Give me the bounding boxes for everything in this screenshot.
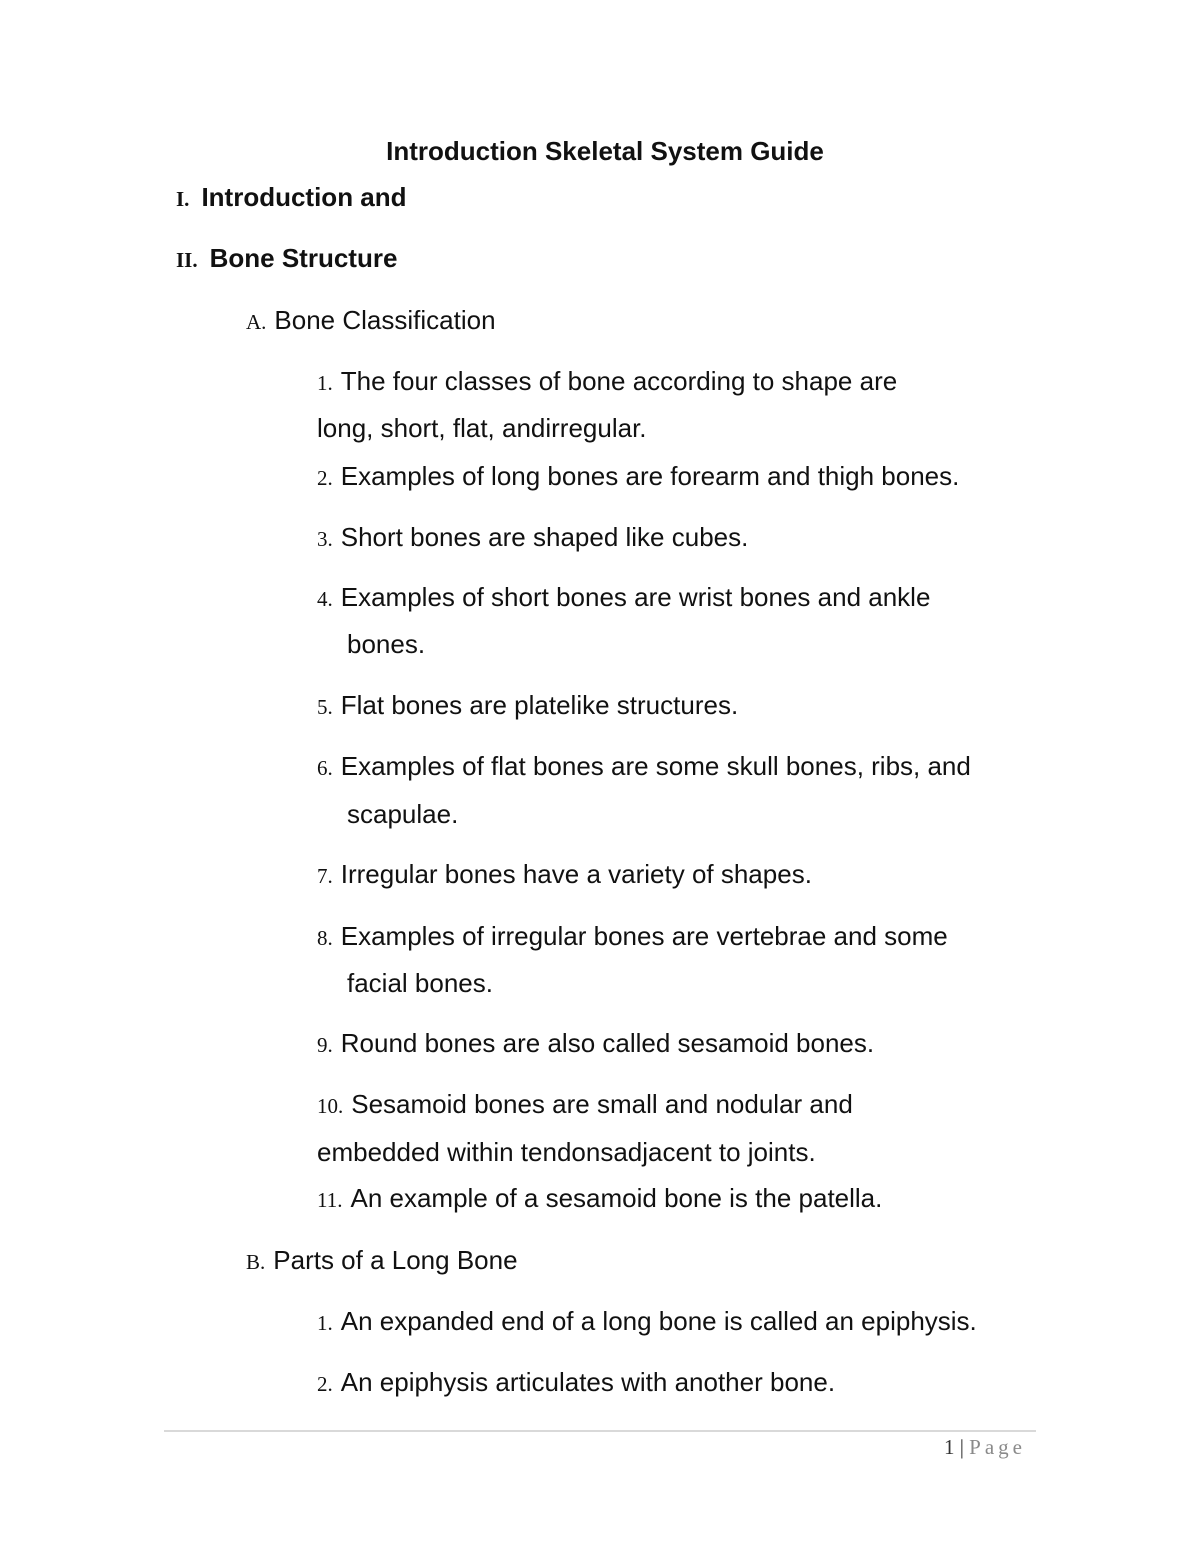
item-text: Examples of long bones are forearm and thigh bones. xyxy=(340,461,960,491)
item-number: 1. xyxy=(317,371,333,395)
section-introduction xyxy=(176,182,407,214)
list-item xyxy=(317,921,948,953)
section-number: II. xyxy=(176,248,198,272)
item-number: 6. xyxy=(317,756,333,780)
page-label: Page xyxy=(969,1435,1026,1459)
subsection-label: Parts of a Long Bone xyxy=(273,1245,518,1275)
item-number: 4. xyxy=(317,587,333,611)
page-title: Introduction Skeletal System Guide xyxy=(386,136,824,166)
item-text: Examples of flat bones are some skull bones, ribs, and xyxy=(340,751,971,781)
item-text: Irregular bones have a variety of shapes. xyxy=(340,859,812,889)
section-label: Bone Structure xyxy=(209,243,398,273)
list-item xyxy=(317,1028,874,1060)
list-item xyxy=(317,859,812,891)
section-bone-structure xyxy=(176,243,397,275)
item-number: 10. xyxy=(317,1094,344,1118)
list-item xyxy=(317,1367,835,1399)
subsection-bone-classification xyxy=(246,305,496,337)
item-number: 2. xyxy=(317,466,333,490)
subsection-letter: B. xyxy=(246,1250,266,1274)
item-number: 9. xyxy=(317,1033,333,1057)
item-number: 3. xyxy=(317,527,333,551)
item-text: Short bones are shaped like cubes. xyxy=(340,522,749,552)
item-text: Examples of short bones are wrist bones and ankle xyxy=(340,582,931,612)
item-number: 5. xyxy=(317,695,333,719)
item-number: 7. xyxy=(317,864,333,888)
list-item-continuation: scapulae. xyxy=(347,799,459,829)
list-item-continuation: facial bones. xyxy=(347,968,493,998)
item-number: 11. xyxy=(317,1188,343,1212)
list-item-continuation: embedded within tendonsadjacent to joints. xyxy=(317,1137,816,1167)
section-number: I. xyxy=(176,187,190,211)
item-number: 2. xyxy=(317,1372,333,1396)
list-item xyxy=(317,522,748,554)
list-item xyxy=(317,461,959,493)
subsection-label: Bone Classification xyxy=(274,305,496,335)
item-text: An expanded end of a long bone is called an epiphysis. xyxy=(340,1306,977,1336)
list-item xyxy=(317,751,971,783)
footer-divider xyxy=(164,1430,1036,1432)
item-text: An example of a sesamoid bone is the patella. xyxy=(350,1183,883,1213)
item-number: 1. xyxy=(317,1311,333,1335)
list-item-continuation: bones. xyxy=(347,629,426,659)
item-number: 8. xyxy=(317,926,333,950)
item-text: Sesamoid bones are small and nodular and xyxy=(351,1089,853,1119)
list-item xyxy=(317,366,897,398)
item-text: Examples of irregular bones are vertebrae and some xyxy=(340,921,948,951)
section-label: Introduction and xyxy=(201,182,407,212)
list-item-continuation: long, short, flat, andirregular. xyxy=(317,413,647,443)
list-item xyxy=(317,1089,853,1121)
list-item xyxy=(317,582,930,614)
page-footer xyxy=(860,1433,1026,1461)
list-item xyxy=(317,1183,882,1215)
subsection-parts-of-long-bone xyxy=(246,1245,518,1277)
item-text: Round bones are also called sesamoid bones. xyxy=(340,1028,875,1058)
item-text: An epiphysis articulates with another bone. xyxy=(340,1367,836,1397)
item-text: Flat bones are platelike structures. xyxy=(340,690,739,720)
list-item xyxy=(317,1306,977,1338)
page-number: 1 xyxy=(943,1435,955,1459)
footer-separator: | xyxy=(959,1435,964,1459)
item-text: The four classes of bone according to shape are xyxy=(340,366,898,396)
subsection-letter: A. xyxy=(246,310,267,334)
list-item xyxy=(317,690,738,722)
